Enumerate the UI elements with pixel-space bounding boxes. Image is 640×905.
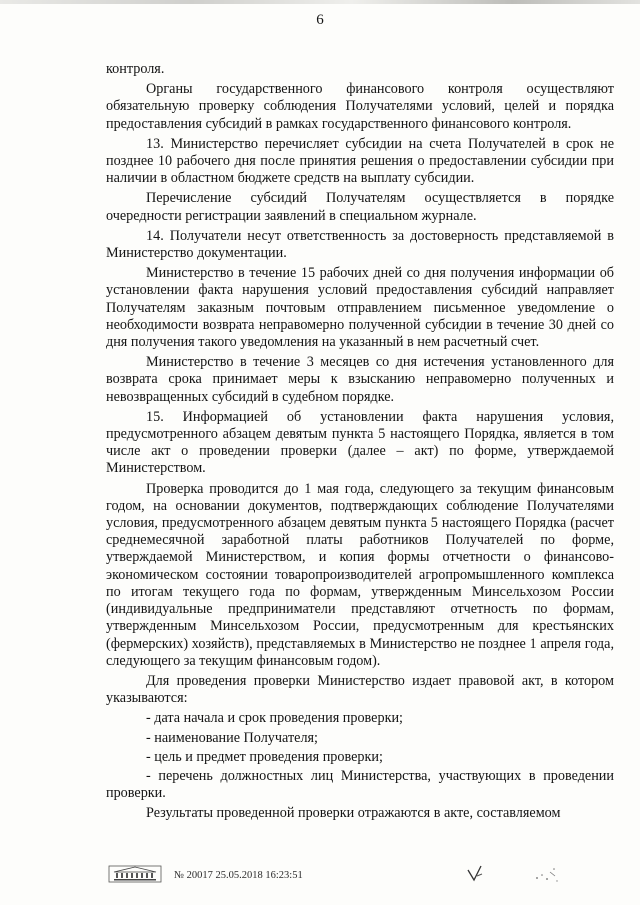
list-item: - цель и предмет проведения проверки; (146, 748, 383, 765)
paragraph: Министерство в течение 15 рабочих дней со дня получения информации об установлении факта нарушения условий предоставления субсидий направляет Получателям заказным почтовым отправлением письменное уведомление о необходимости возврата неправомерно полученной субсидии в течение 30 дней со дня получения такого уведомления на указанный в нем расчетный счет. (106, 265, 614, 351)
scan-noise-mark (533, 866, 559, 884)
paragraph: контроля. (106, 61, 165, 77)
government-building-icon (108, 865, 162, 883)
paragraph: Проверка проводится до 1 мая года, следующего за текущим финансовым годом, на основании документов, подтверждающих соблюдение Получателями условия, предусмотренного абзацем девятым пункта 5 настоящего Порядка (расчет среднемесячной заработной платы работников Получателей по форме, утверждаемой Министерством, и копия формы отчетности о финансово-экономическом состоянии товаропроизводителей агропромышленного комплекса по итогам текущего года по формам, утвержденным Минсельхозом России (индивидуальные предприниматели представляют отчетность по формам, утвержденным Минсельхозом России, предусмотренным для крестьянских (фермерских) хозяйств), представляемых в Министерство не позднее 1 апреля года, следующего за текущим финансовым годом). (106, 480, 614, 669)
paragraph: Результаты проведенной проверки отражаются в акте, составляемом (146, 805, 561, 822)
paragraph: Перечисление субсидий Получателям осуществляется в порядке очередности регистрации заявлений в специальном журнале. (106, 190, 614, 224)
paragraph: Для проведения проверки Министерство издает правовой акт, в котором указываются: (106, 672, 614, 707)
paragraph: 14. Получатели несут ответственность за достоверность представляемой в Министерство документации. (106, 227, 614, 262)
paragraph: Органы государственного финансового контроля осуществляют обязательную проверку соблюдения Получателями условий, целей и порядка предоставления субсидий в рамках государственного финансового контроля. (106, 81, 614, 132)
paragraph: Министерство в течение 3 месяцев со дня истечения установленного для возврата срока принимает меры к взысканию неправомерно полученных и невозвращенных субсидий в судебном порядке. (106, 354, 614, 405)
registration-stamp: № 20017 25.05.2018 16:23:51 (174, 870, 303, 881)
list-item: - дата начала и срок проведения проверки; (146, 710, 403, 727)
handwritten-mark (466, 864, 484, 884)
paragraph: 13. Министерство перечисляет субсидии на счета Получателей в срок не позднее 10 рабочего дня после принятия решения о предоставлении субсидии при наличии в областном бюджете средств на выплату субсидии. (106, 135, 614, 187)
document-body (106, 61, 614, 826)
page-number: 6 (316, 12, 324, 28)
document-footer (108, 865, 528, 887)
paragraph: - перечень должностных лиц Министерства, участвующих в проведении проверки. (106, 767, 614, 802)
scan-top-edge (0, 0, 640, 4)
paragraph: 15. Информацией об установлении факта нарушения условия, предусмотренного абзацем девятым пункта 5 настоящего Порядка, является в том числе акт о проведении проверки (далее – акт) по форме, утверждаемой Министерством. (106, 408, 614, 477)
list-item: - наименование Получателя; (146, 729, 318, 746)
